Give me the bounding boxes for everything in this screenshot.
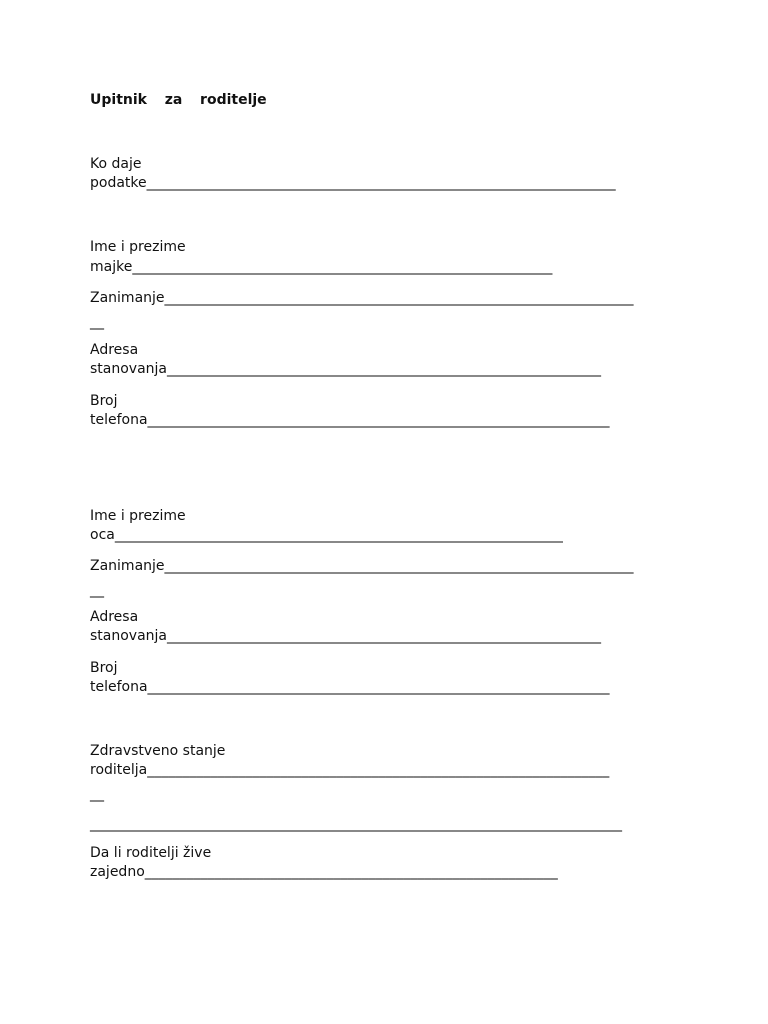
- majka-adresa-label: Adresa: [90, 342, 139, 358]
- zajedno-label: Da li roditelji žive: [90, 845, 212, 861]
- majka-broj-label: Broj: [90, 393, 118, 409]
- otac-adresa-label: Adresa: [90, 609, 139, 625]
- otac-broj-field: telefona__________________________________________________________________: [90, 679, 610, 695]
- majka-ime-label: Ime i prezime: [90, 239, 186, 255]
- document-title: Upitnik za roditelje: [90, 92, 267, 108]
- otac-adresa-field: stanovanja______________________________________________________________: [90, 628, 602, 644]
- zdravstveno-field: roditelja__________________________________________________________________: [90, 762, 610, 778]
- otac-zanimanje-continuation: __: [90, 582, 104, 598]
- otac-zanimanje-field: Zanimanje___________________________________________________________________: [90, 558, 634, 574]
- otac-ime-label: Ime i prezime: [90, 508, 186, 524]
- majka-adresa-field: stanovanja______________________________________________________________: [90, 361, 602, 377]
- otac-broj-label: Broj: [90, 660, 118, 676]
- majka-broj-field: telefona__________________________________________________________________: [90, 412, 610, 428]
- ko-daje-label: Ko daje: [90, 156, 142, 172]
- majka-ime-field: majke____________________________________________________________: [90, 259, 553, 275]
- otac-ime-field: oca________________________________________________________________: [90, 527, 563, 543]
- zdravstveno-continuation: __: [90, 786, 104, 802]
- majka-zanimanje-continuation: __: [90, 314, 104, 330]
- zdravstveno-extra-line: ____________________________________________________________________________: [90, 816, 622, 832]
- zdravstveno-label: Zdravstveno stanje: [90, 743, 226, 759]
- ko-daje-field: podatke___________________________________________________________________: [90, 175, 616, 191]
- majka-zanimanje-field: Zanimanje___________________________________________________________________: [90, 290, 634, 306]
- zajedno-field: zajedno___________________________________________________________: [90, 864, 558, 880]
